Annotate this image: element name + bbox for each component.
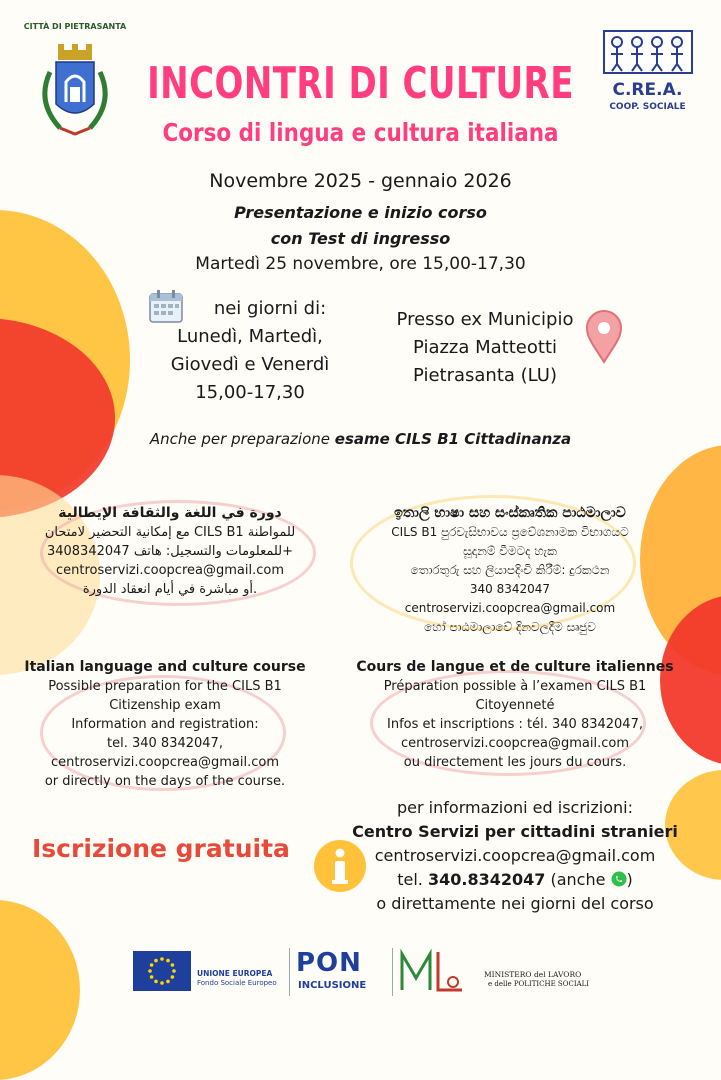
french-line4: centroservizi.coopcrea@gmail.com: [401, 736, 629, 751]
pon-bottom: INCLUSIONE: [298, 980, 367, 991]
arabic-line1: للمواطنة CILS B1 مع إمكانية التحضير لامتحان: [44, 525, 296, 540]
arabic-title: دورة في اللغة والثقافة الإيطالية: [58, 505, 282, 521]
sinhala-line4: 340 8342047: [469, 582, 551, 596]
map-pin-icon: [584, 308, 624, 364]
presentation-line1: Presentazione e inizio corso: [234, 203, 487, 222]
french-line3: Infos et inscriptions : tél. 340 8342047,: [387, 717, 643, 732]
sinhala-section: [345, 503, 675, 637]
eu-logo: [133, 950, 303, 992]
days-line2: Lunedì, Martedì,: [177, 326, 323, 347]
french-line5: ou directement les jours du cours.: [403, 755, 627, 770]
eu-line1: UNIONE EUROPEA: [197, 969, 273, 978]
contact-tel-suffix-close: ): [626, 870, 633, 889]
location-line2: Piazza Matteotti: [412, 337, 558, 358]
bg-blob-yellow-bottomleft: [0, 900, 80, 1080]
french-section: [355, 657, 675, 772]
page-subtitle: Corso di lingua e cultura italiana: [162, 118, 559, 147]
arabic-line3: centroservizi.coopcrea@gmail.com: [56, 563, 284, 578]
contact-direct: o direttamente nei giorni del corso: [376, 894, 654, 913]
contact-tel-number[interactable]: 340.8342047: [427, 870, 546, 889]
ministry-ml-icon: [398, 948, 468, 994]
contact-email[interactable]: centroservizi.coopcrea@gmail.com: [374, 846, 656, 865]
arabic-line4: .أو مباشرة في أيام انعقاد الدورة: [82, 582, 258, 597]
english-line4: tel. 340 8342047,: [107, 736, 223, 751]
days-block: [150, 295, 350, 407]
english-section: [20, 657, 310, 791]
sinhala-line5: centroservizi.coopcrea@gmail.com: [404, 601, 616, 615]
contact-intro: per informazioni ed iscrizioni:: [397, 798, 633, 817]
footer-divider-2: [392, 948, 393, 996]
town-arc-text: CITTÀ DI PIETRASANTA: [23, 22, 127, 31]
english-line2: Citizenship exam: [109, 698, 221, 713]
french-line2: Citoyenneté: [475, 698, 555, 713]
english-line3: Information and registration:: [71, 717, 259, 732]
cils-note: [0, 430, 721, 448]
sinhala-line3: තොරතුරු සහ ලියාපදිංචි කිරීම්: දුරකථන: [410, 563, 610, 577]
contact-tel-suffix-open: (anche: [545, 870, 611, 889]
english-line1: Possible preparation for the CILS B1: [48, 679, 282, 694]
arabic-line2: +للمعلومات والتسجيل: هاتف 3408342047: [46, 544, 294, 559]
whatsapp-icon: [611, 871, 627, 887]
ministry-logo: [398, 948, 598, 996]
days-line1: nei giorni di:: [213, 298, 327, 319]
days-line3: Giovedì e Venerdì: [170, 354, 330, 375]
sinhala-title: ඉතාලි භාෂා සහ සංස්කෘතික පාඨමාලාව: [394, 505, 626, 521]
contact-tel-prefix: tel.: [397, 870, 428, 889]
arabic-section: [20, 503, 320, 599]
location-line1: Presso ex Municipio: [396, 309, 574, 330]
french-title: Cours de langue et de culture italiennes: [356, 659, 674, 675]
contact-center: Centro Servizi per cittadini stranieri: [352, 822, 678, 841]
crea-logo-sub: COOP. SOCIALE: [609, 102, 686, 112]
french-line1: Préparation possible à l’examen CILS B1: [383, 679, 647, 694]
location-block: [380, 306, 590, 390]
english-line6: or directly on the days of the course.: [44, 774, 286, 789]
crea-logo-text: C.RE.A.: [612, 80, 683, 100]
free-registration: Iscrizione gratuita: [32, 834, 290, 863]
eu-flag-icon: [133, 951, 191, 991]
ministry-line1: MINISTERO del LAVORO: [484, 970, 582, 979]
pon-top: PON: [296, 948, 362, 978]
pon-logo: [294, 948, 384, 996]
contact-tel-line: [330, 868, 700, 892]
location-line3: Pietrasanta (LU): [413, 365, 557, 386]
sinhala-line1: CILS B1 පුරවැසිභාවය ප්‍රවේශනාමක විභාගයට: [391, 525, 629, 539]
contact-block: [330, 796, 700, 916]
ministry-line2: e delle POLITICHE SOCIALI: [488, 980, 590, 988]
footer-divider-1: [289, 948, 290, 996]
sinhala-line6: හෝ පාඨමාලාවේ දිනවලදීම සෘජුව: [424, 620, 596, 634]
course-period: Novembre 2025 - gennaio 2026: [209, 170, 512, 192]
presentation-date: Martedì 25 novembre, ore 15,00-17,30: [195, 254, 526, 274]
page-title: INCONTRI DI CULTURE: [147, 58, 574, 109]
sinhala-line2: සූදානම් වීමටද හැක: [463, 544, 557, 558]
days-line4: 15,00-17,30: [195, 382, 305, 403]
eu-line2: Fondo Sociale Europeo: [197, 979, 277, 987]
cils-note-bold: esame CILS B1 Cittadinanza: [334, 430, 572, 448]
presentation-line2: con Test di ingresso: [270, 229, 451, 248]
english-line5: centroservizi.coopcrea@gmail.com: [51, 755, 279, 770]
english-title: Italian language and culture course: [24, 659, 306, 675]
cils-note-prefix: Anche per preparazione: [149, 430, 335, 448]
